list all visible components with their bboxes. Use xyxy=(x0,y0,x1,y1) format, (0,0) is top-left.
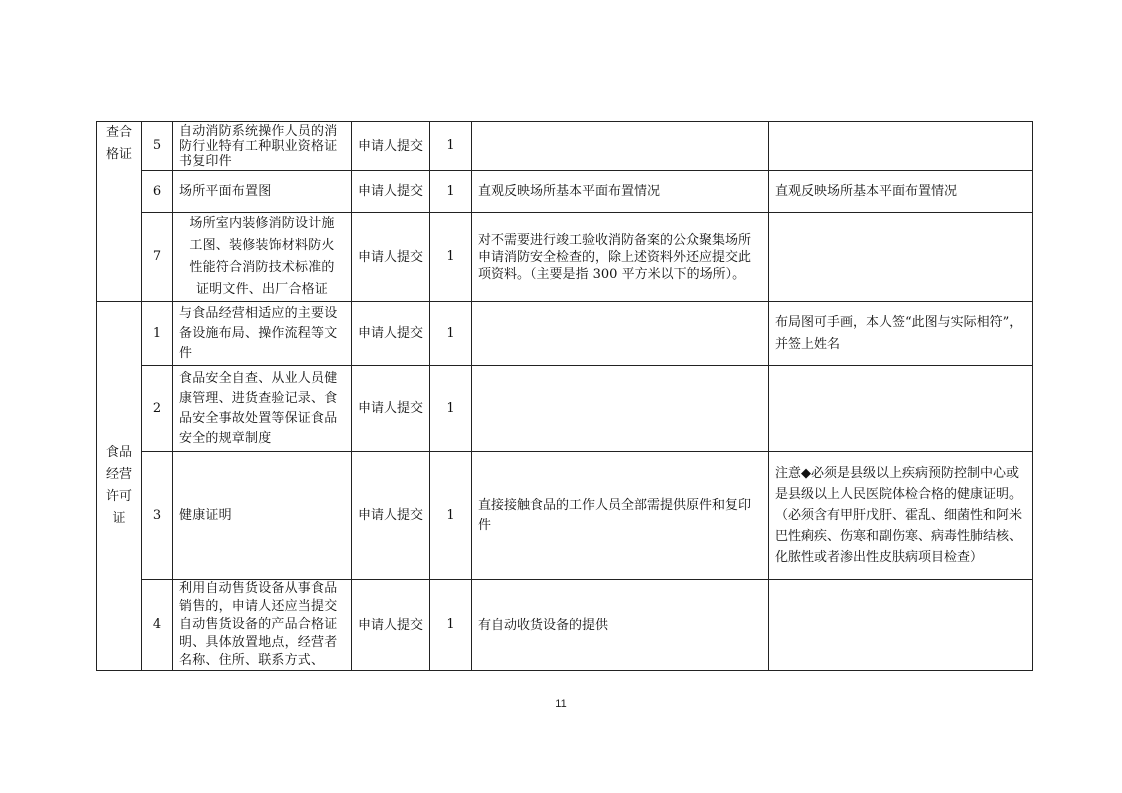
notes xyxy=(472,122,769,171)
item-number: 2 xyxy=(142,366,173,452)
remarks: 注意◆必须是县级以上疾病预防控制中心或是县级以上人民医院体检合格的健康证明。（必须含有甲肝戊肝、霍乱、细菌性和阿米巴性痢疾、伤寒和副伤寒、病毒性肺结核、化脓性或者渗出性皮肤病项目检查） xyxy=(769,452,1033,580)
remarks xyxy=(769,366,1033,452)
copies: 1 xyxy=(430,213,472,302)
table-row xyxy=(97,213,1033,302)
remarks: 布局图可手画，本人签“此图与实际相符”，并签上姓名 xyxy=(769,302,1033,366)
item-number: 1 xyxy=(142,302,173,366)
page-number: 11 xyxy=(555,698,567,710)
copies: 1 xyxy=(430,452,472,580)
submitter: 申请人提交 xyxy=(352,213,430,302)
submitter: 申请人提交 xyxy=(352,580,430,671)
copies: 1 xyxy=(430,580,472,671)
category-cell: 食品经营许可证 xyxy=(97,302,142,671)
remarks xyxy=(769,213,1033,302)
copies: 1 xyxy=(430,366,472,452)
table-row xyxy=(97,452,1033,580)
remarks: 直观反映场所基本平面布置情况 xyxy=(769,171,1033,213)
table-row xyxy=(97,366,1033,452)
item-number: 3 xyxy=(142,452,173,580)
item-number: 5 xyxy=(142,122,173,171)
copies: 1 xyxy=(430,171,472,213)
material-name: 与食品经营相适应的主要设备设施布局、操作流程等文件 xyxy=(173,302,352,366)
table-row xyxy=(97,122,1033,171)
copies: 1 xyxy=(430,302,472,366)
notes: 直接接触食品的工作人员全部需提供原件和复印件 xyxy=(472,452,769,580)
notes: 有自动收货设备的提供 xyxy=(472,580,769,671)
notes xyxy=(472,302,769,366)
table-row xyxy=(97,171,1033,213)
material-name: 场所平面布置图 xyxy=(173,171,352,213)
requirements-table xyxy=(96,121,1033,671)
remarks xyxy=(769,122,1033,171)
table-row xyxy=(97,302,1033,366)
submitter: 申请人提交 xyxy=(352,366,430,452)
material-name: 自动消防系统操作人员的消防行业特有工种职业资格证书复印件 xyxy=(173,122,352,171)
category-cell: 查合格证 xyxy=(97,122,142,302)
material-name: 场所室内装修消防设计施工图、装修装饰材料防火性能符合消防技术标准的证明文件、出厂合格证 xyxy=(173,213,352,302)
notes: 直观反映场所基本平面布置情况 xyxy=(472,171,769,213)
material-name: 健康证明 xyxy=(173,452,352,580)
submitter: 申请人提交 xyxy=(352,122,430,171)
material-name: 食品安全自查、从业人员健康管理、进货查验记录、食品安全事故处置等保证食品安全的规章制度 xyxy=(173,366,352,452)
item-number: 4 xyxy=(142,580,173,671)
item-number: 6 xyxy=(142,171,173,213)
notes xyxy=(472,366,769,452)
remarks xyxy=(769,580,1033,671)
submitter: 申请人提交 xyxy=(352,452,430,580)
submitter: 申请人提交 xyxy=(352,302,430,366)
submitter: 申请人提交 xyxy=(352,171,430,213)
material-name: 利用自动售货设备从事食品销售的，申请人还应当提交自动售货设备的产品合格证明、具体放置地点，经营者名称、住所、联系方式、 xyxy=(173,580,352,671)
item-number: 7 xyxy=(142,213,173,302)
copies: 1 xyxy=(430,122,472,171)
table-row xyxy=(97,580,1033,671)
notes: 对不需要进行竣工验收消防备案的公众聚集场所申请消防安全检查的，除上述资料外还应提交此项资料。（主要是指 300 平方米以下的场所）。 xyxy=(472,213,769,302)
